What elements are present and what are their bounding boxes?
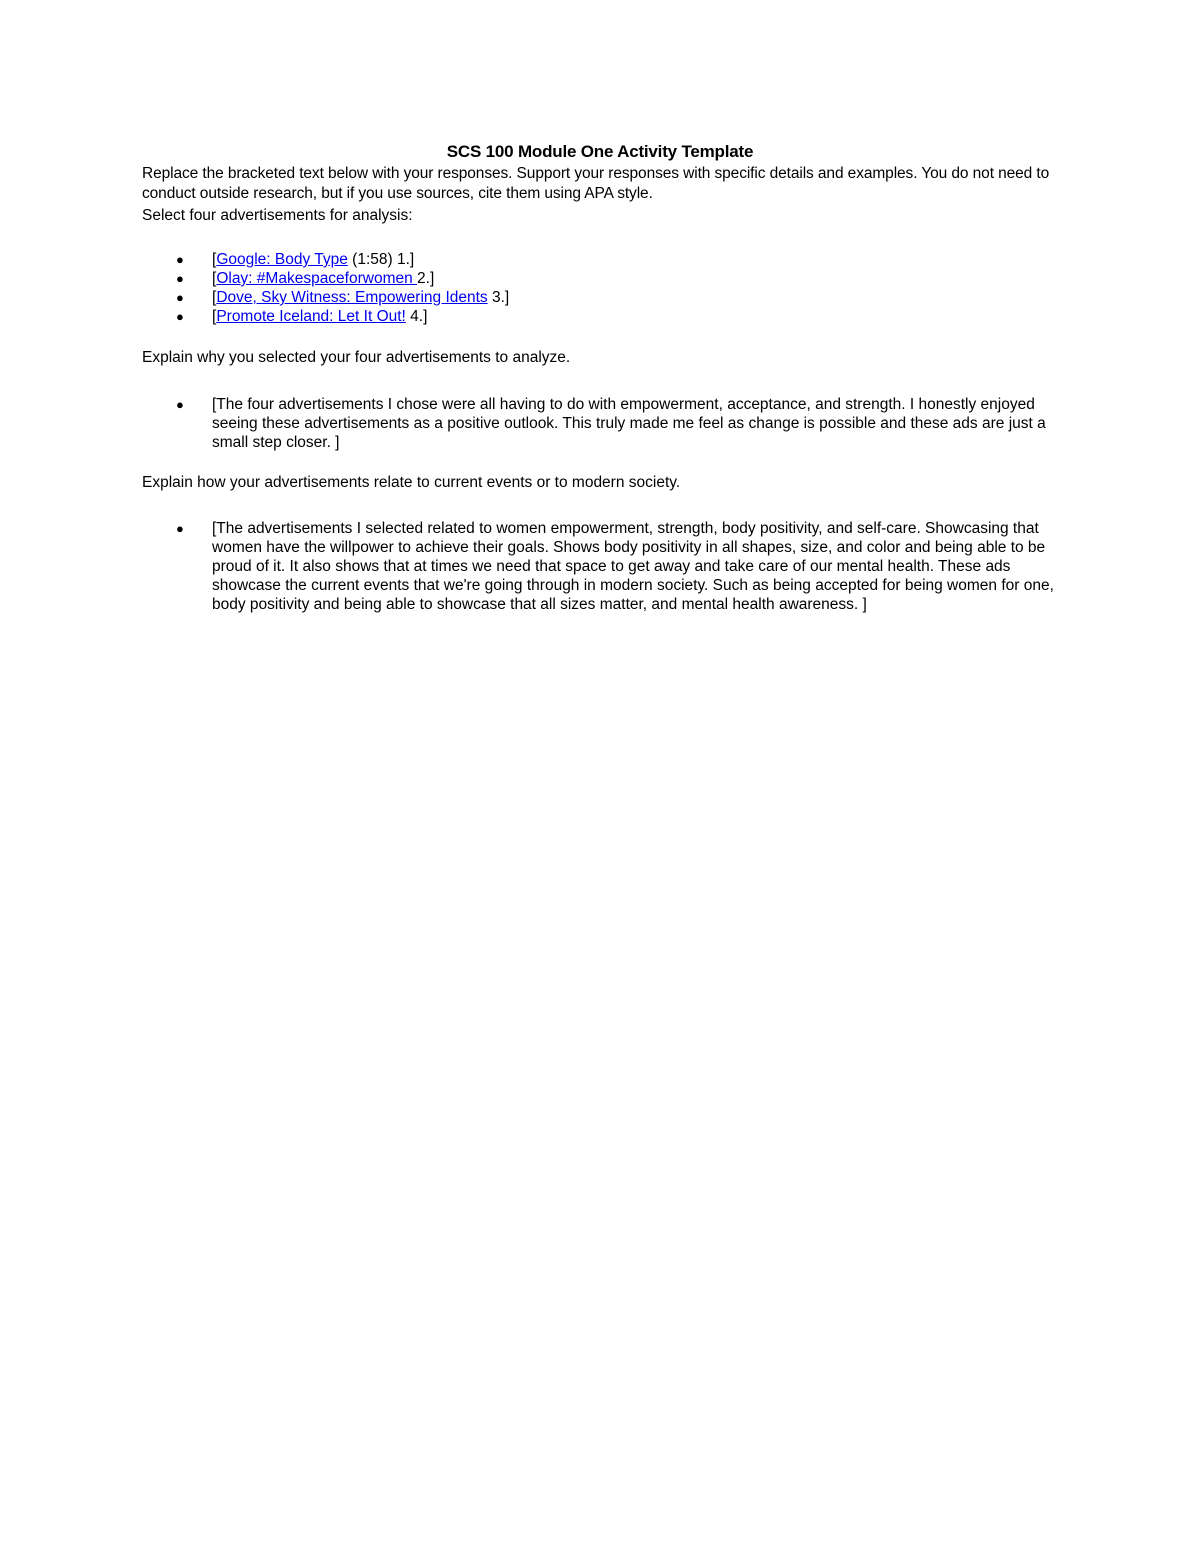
answer-current-events[interactable]: [The advertisements I selected related to women empowerment, strength, body positivity, and self-care. Showcasing that women have the willpower to achieve their goals. Shows body positivity in all shapes, size, and color and being able to be proud of it. It also shows that at times we need that space to get away and take care of our mental health. These ads showcase the current events that we're going through in modern society. Such as being accepted for being women for one, body positivity and being able to showcase that all sizes matter, and mental health awareness. ]: [212, 520, 1054, 613]
ad-tail: 2.]: [417, 270, 435, 287]
bullet-icon: ●: [176, 290, 184, 305]
answer-list-why-selected: [142, 395, 1058, 452]
bullet-icon: ●: [176, 309, 184, 324]
advertisement-list: [142, 250, 1058, 326]
ad-link-olay-makespaceforwomen[interactable]: Olay: #Makespaceforwomen: [216, 270, 418, 287]
list-item: [142, 250, 1058, 269]
answer-why-selected[interactable]: [The four advertisements I chose were all having to do with empowerment, acceptance, and strength. I honestly enjoyed seeing these advertisements as a positive outlook. This truly made me feel as change is possible and these ads are just a small step closer. ]: [212, 396, 1046, 451]
document-page: [142, 141, 1058, 614]
question-why-selected: Explain why you selected your four advertisements to analyze.: [142, 349, 571, 366]
ad-tail: 3.]: [487, 289, 510, 306]
ad-tail: (1:58) 1.]: [347, 251, 415, 268]
bracket-open: [: [212, 289, 217, 306]
list-item: [142, 269, 1058, 288]
answer-list-current-events: [142, 519, 1058, 614]
list-item: [142, 519, 1058, 614]
bullet-icon: ●: [176, 397, 184, 412]
list-item: [142, 288, 1058, 307]
ad-link-promote-iceland[interactable]: Promote Iceland: Let It Out!: [216, 308, 406, 325]
ad-link-dove-sky-witness[interactable]: Dove, Sky Witness: Empowering Idents: [216, 289, 488, 306]
bullet-icon: ●: [176, 252, 184, 267]
list-item: [142, 307, 1058, 326]
bullet-icon: ●: [176, 521, 184, 536]
select-ads-label: Select four advertisements for analysis:: [142, 207, 413, 224]
bracket-open: [: [212, 308, 217, 325]
list-item: [142, 395, 1058, 452]
bullet-icon: ●: [176, 271, 184, 286]
bracket-open: [: [212, 270, 217, 287]
ad-tail: 4.]: [405, 308, 428, 325]
ad-link-google-body-type[interactable]: Google: Body Type: [216, 251, 348, 268]
bracket-open: [: [212, 251, 217, 268]
question-current-events: Explain how your advertisements relate to current events or to modern society.: [142, 474, 681, 491]
instructions-paragraph: Replace the bracketed text below with your responses. Support your responses with specific details and examples. You do not need to conduct outside research, but if you use sources, cite them using APA style.: [142, 165, 1050, 202]
document-title: SCS 100 Module One Activity Template: [446, 142, 754, 161]
